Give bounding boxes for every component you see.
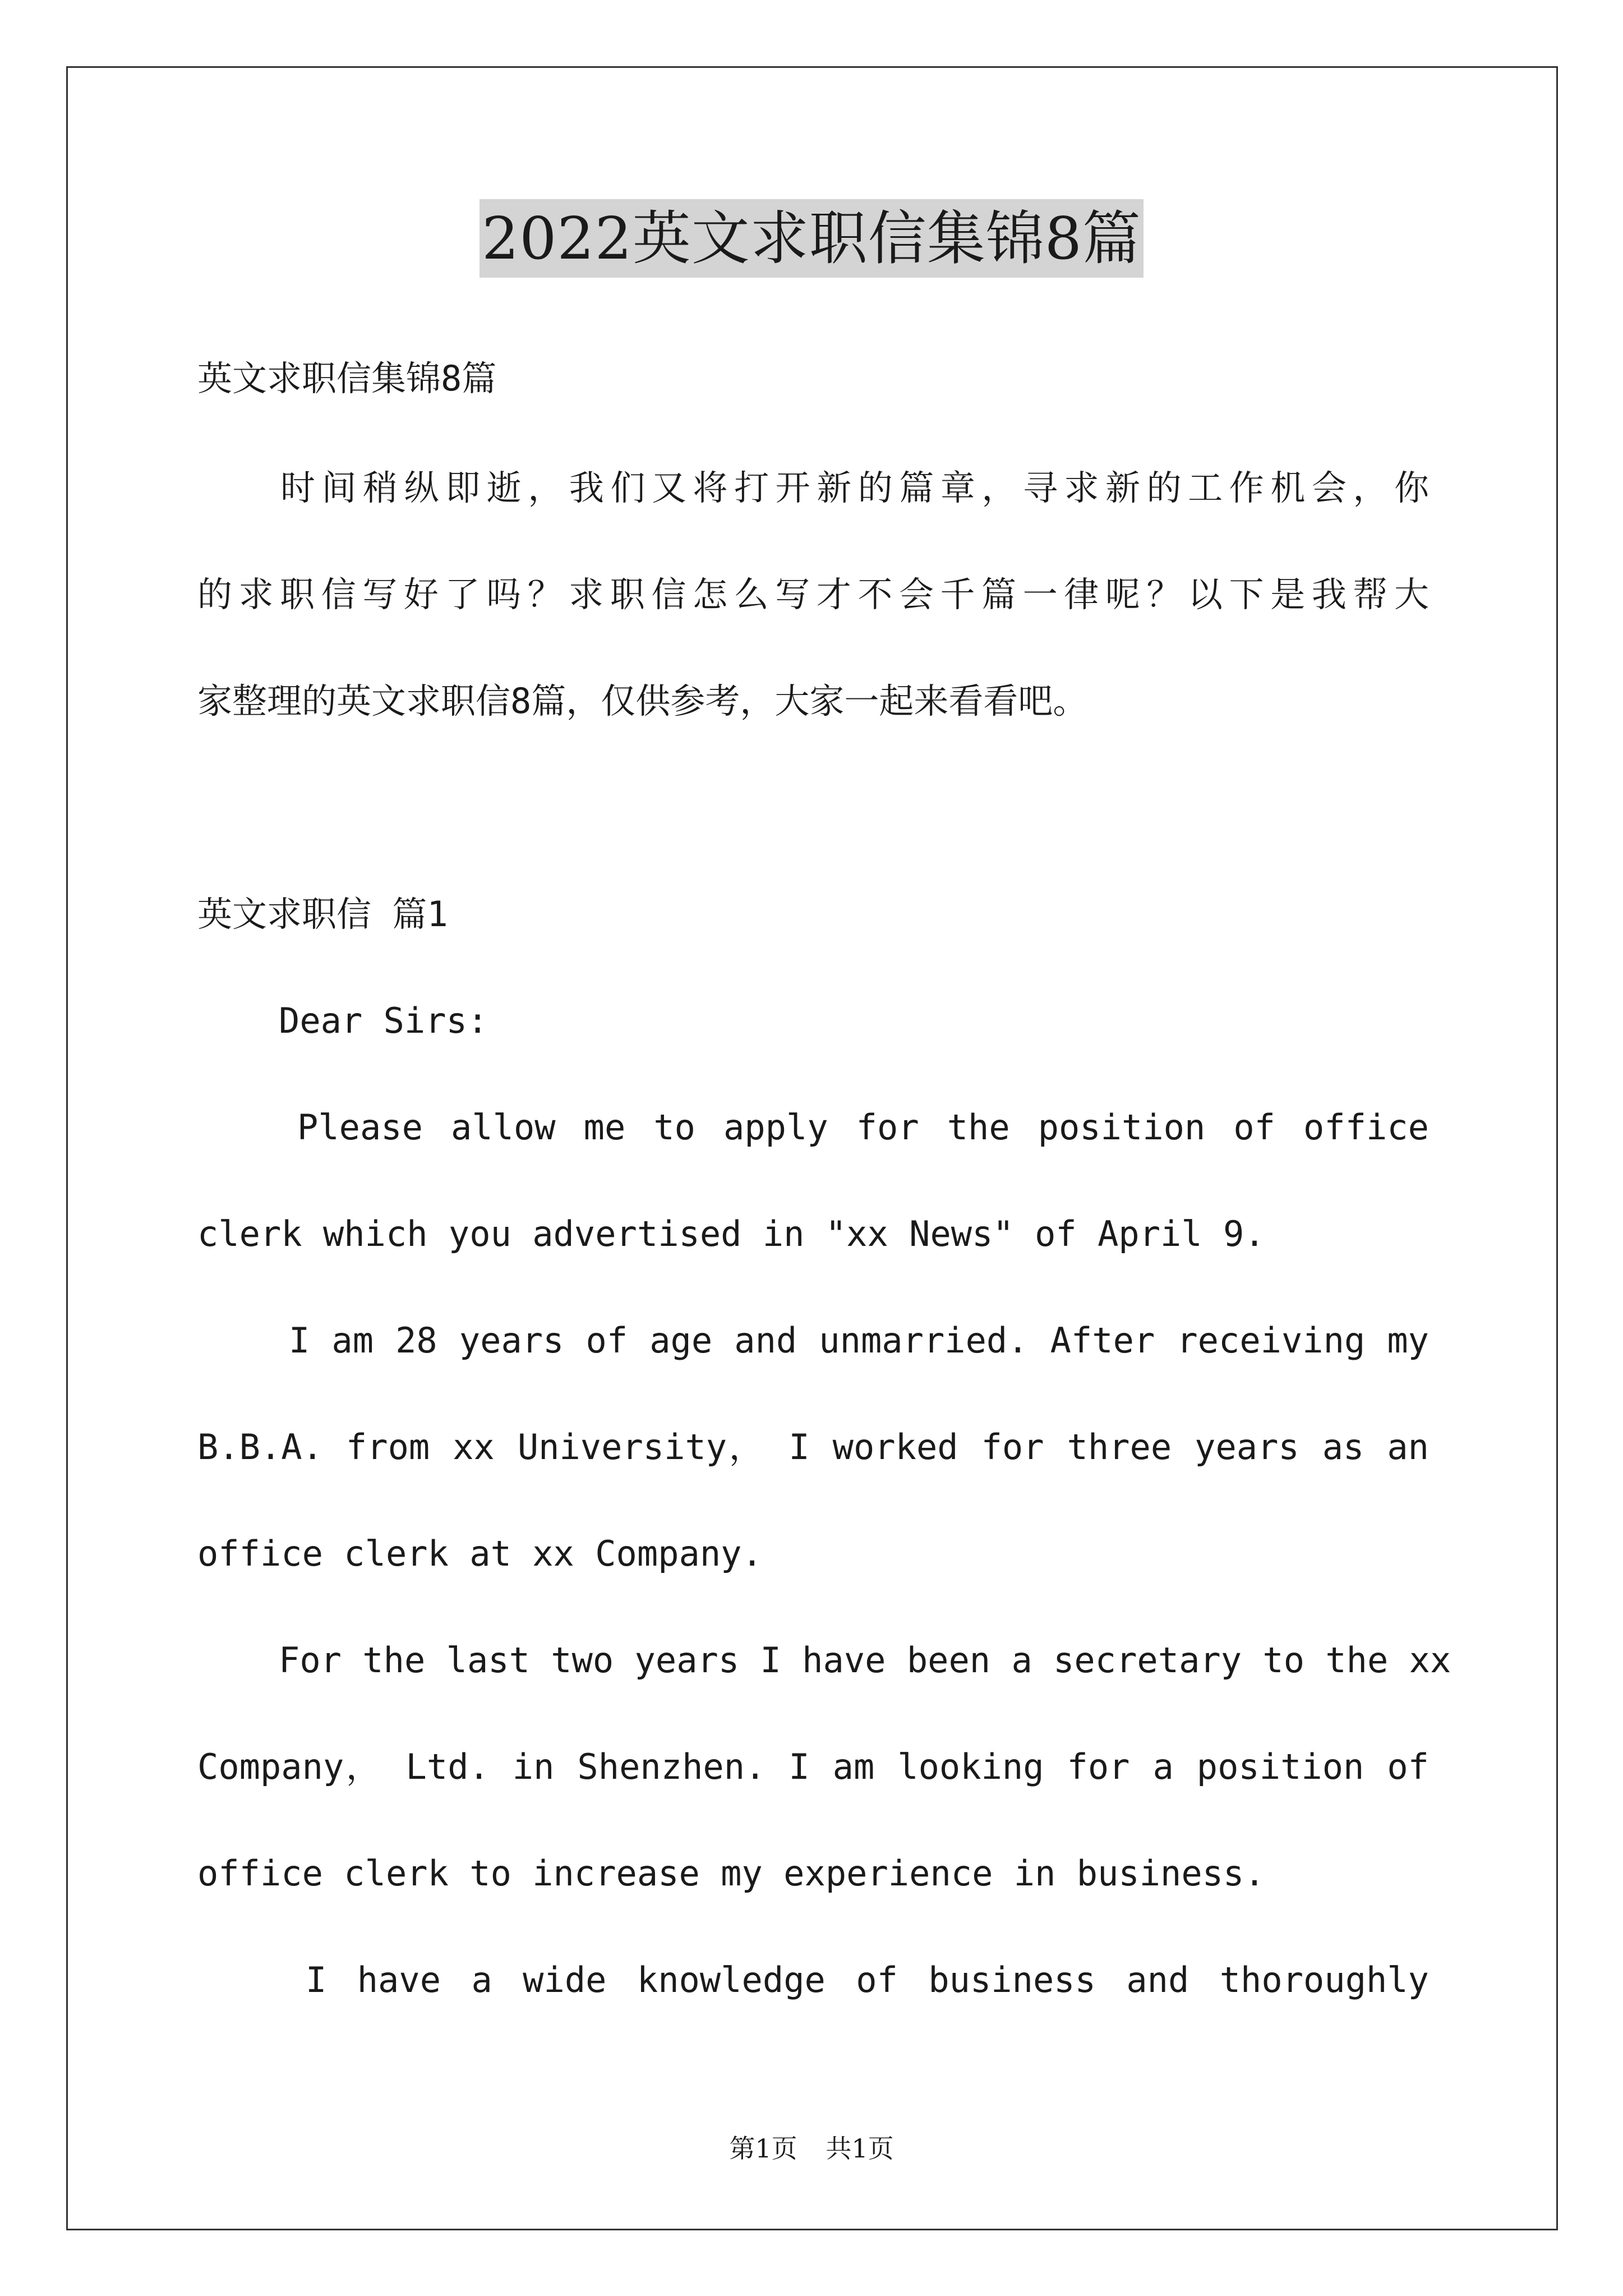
letter-line-8: office clerk to increase my experience in business. [197, 1853, 1265, 1894]
section-heading: 英文求职信 篇1 [197, 894, 448, 935]
letter-line-9: I have a wide knowledge of business and thoroughly [306, 1959, 1429, 2000]
letter-line-6: For the last two years I have been a secretary to the xx [279, 1640, 1451, 1681]
title-block [0, 199, 1623, 278]
letter-line-7: Company， Ltd. in Shenzhen. I am looking for a position of [197, 1746, 1429, 1787]
letter-line-3: I am 28 years of age and unmarried. After receiving my [289, 1320, 1429, 1361]
intro-line-2: 的求职信写好了吗？求职信怎么写才不会千篇一律呢？以下是我帮大 [197, 574, 1429, 615]
letter-line-2: clerk which you advertised in "xx News" of April 9. [197, 1213, 1265, 1254]
letter-line-5: office clerk at xx Company. [197, 1533, 763, 1574]
page-title: 2022英文求职信集锦8篇 [479, 199, 1144, 278]
page-number-total: 共1页 [826, 2133, 894, 2164]
intro-line-3: 家整理的英文求职信8篇，仅供参考，大家一起来看看吧。 [197, 680, 1088, 721]
letter-line-4: B.B.A. from xx University， I worked for three years as an [197, 1427, 1429, 1467]
page-number-current: 第1页 [729, 2133, 797, 2164]
letter-line-1: Please allow me to apply for the position of office [297, 1107, 1429, 1148]
subtitle: 英文求职信集锦8篇 [197, 358, 497, 399]
letter-salutation: Dear Sirs: [279, 1000, 488, 1041]
page-footer [0, 2132, 1623, 2165]
intro-line-1: 时间稍纵即逝，我们又将打开新的篇章，寻求新的工作机会，你 [280, 467, 1429, 508]
